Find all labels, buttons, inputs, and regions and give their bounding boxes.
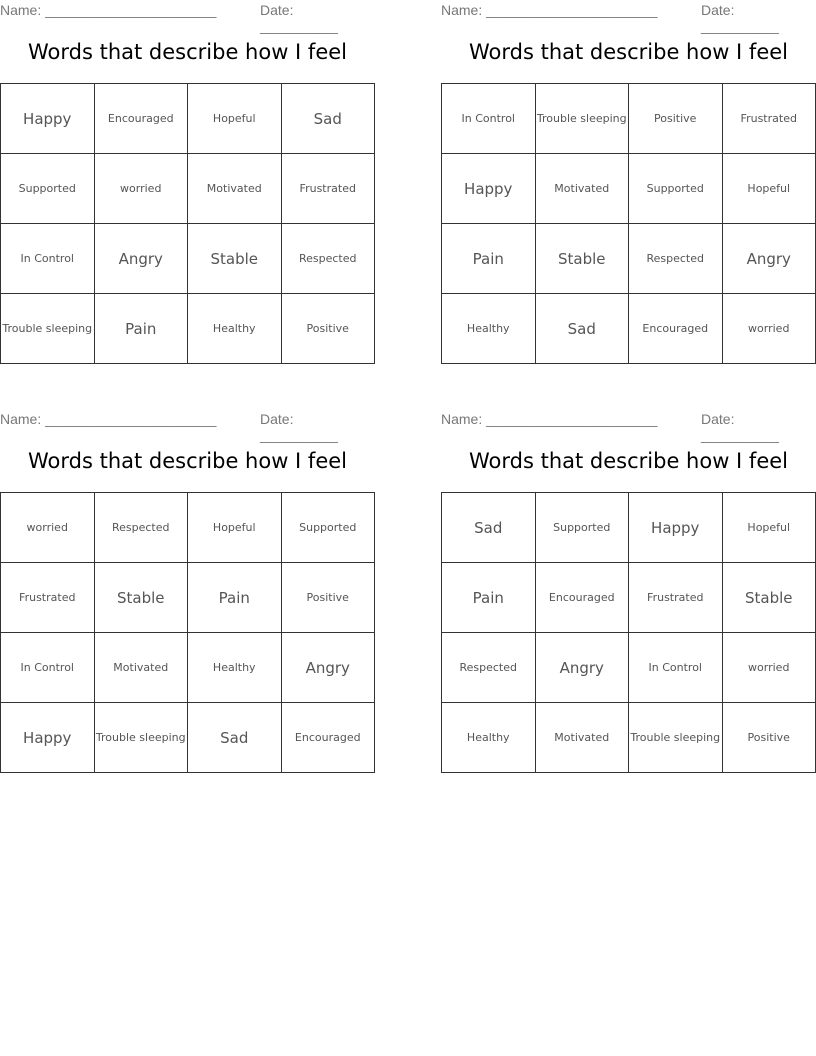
grid-cell: Sad [188,703,282,773]
grid-cell: Supported [536,493,630,563]
date-field-label: Date: __________ [701,411,779,443]
name-date-line [0,411,375,443]
grid-cell: In Control [1,224,95,294]
name-field-label: Name: ______________________ [441,411,658,427]
grid-cell: In Control [442,84,536,154]
grid-cell: Hopeful [723,493,816,563]
grid-cell: Frustrated [1,563,95,633]
grid-cell: Trouble sleeping [536,84,630,154]
word-grid [0,492,375,773]
grid-cell: Trouble sleeping [629,703,723,773]
grid-cell: Happy [1,84,95,154]
grid-cell: In Control [629,633,723,703]
grid-cell: Pain [188,563,282,633]
card-title: Words that describe how I feel [469,40,788,64]
grid-cell: Stable [188,224,282,294]
grid-cell: Motivated [536,703,630,773]
grid-cell: Respected [442,633,536,703]
grid-cell: Trouble sleeping [95,703,189,773]
grid-cell: Positive [282,294,376,364]
grid-cell: Healthy [188,633,282,703]
grid-cell: Pain [442,224,536,294]
grid-cell: Sad [442,493,536,563]
grid-cell: Sad [536,294,630,364]
grid-cell: Trouble sleeping [1,294,95,364]
name-date-line [441,2,816,34]
grid-cell: Angry [282,633,376,703]
grid-cell: Happy [1,703,95,773]
word-grid [441,83,816,364]
grid-cell: Frustrated [282,154,376,224]
grid-cell: Happy [629,493,723,563]
grid-cell: Supported [282,493,376,563]
grid-cell: worried [1,493,95,563]
date-field-label: Date: __________ [701,2,779,34]
grid-cell: Respected [629,224,723,294]
card-title: Words that describe how I feel [28,449,347,473]
grid-cell: Supported [1,154,95,224]
grid-cell: Encouraged [536,563,630,633]
grid-cell: In Control [1,633,95,703]
word-grid [0,83,375,364]
grid-cell: Supported [629,154,723,224]
bingo-card-4 [441,409,816,774]
grid-cell: Positive [629,84,723,154]
card-title: Words that describe how I feel [28,40,347,64]
grid-cell: Encouraged [95,84,189,154]
grid-cell: Healthy [188,294,282,364]
grid-cell: Motivated [536,154,630,224]
grid-cell: worried [723,633,816,703]
grid-cell: Respected [95,493,189,563]
grid-cell: Positive [282,563,376,633]
grid-cell: Sad [282,84,376,154]
grid-cell: worried [723,294,816,364]
name-field-label: Name: ______________________ [0,2,217,18]
grid-cell: Happy [442,154,536,224]
name-field-label: Name: ______________________ [441,2,658,18]
bingo-card-3 [0,409,375,774]
name-date-line [0,2,375,34]
grid-cell: Respected [282,224,376,294]
grid-cell: Motivated [188,154,282,224]
date-field-label: Date: __________ [260,2,338,34]
grid-cell: Hopeful [188,84,282,154]
grid-cell: worried [95,154,189,224]
grid-cell: Healthy [442,294,536,364]
grid-cell: Frustrated [629,563,723,633]
grid-cell: Stable [95,563,189,633]
grid-cell: Pain [95,294,189,364]
grid-cell: Stable [723,563,816,633]
grid-cell: Pain [442,563,536,633]
grid-cell: Angry [95,224,189,294]
grid-cell: Angry [723,224,816,294]
grid-cell: Hopeful [723,154,816,224]
grid-cell: Stable [536,224,630,294]
grid-cell: Motivated [95,633,189,703]
grid-cell: Encouraged [282,703,376,773]
name-date-line [441,411,816,443]
bingo-card-1 [0,0,375,365]
card-title: Words that describe how I feel [469,449,788,473]
grid-cell: Encouraged [629,294,723,364]
grid-cell: Hopeful [188,493,282,563]
grid-cell: Angry [536,633,630,703]
grid-cell: Frustrated [723,84,816,154]
word-grid [441,492,816,773]
date-field-label: Date: __________ [260,411,338,443]
grid-cell: Positive [723,703,816,773]
bingo-card-2 [441,0,816,365]
grid-cell: Healthy [442,703,536,773]
name-field-label: Name: ______________________ [0,411,217,427]
